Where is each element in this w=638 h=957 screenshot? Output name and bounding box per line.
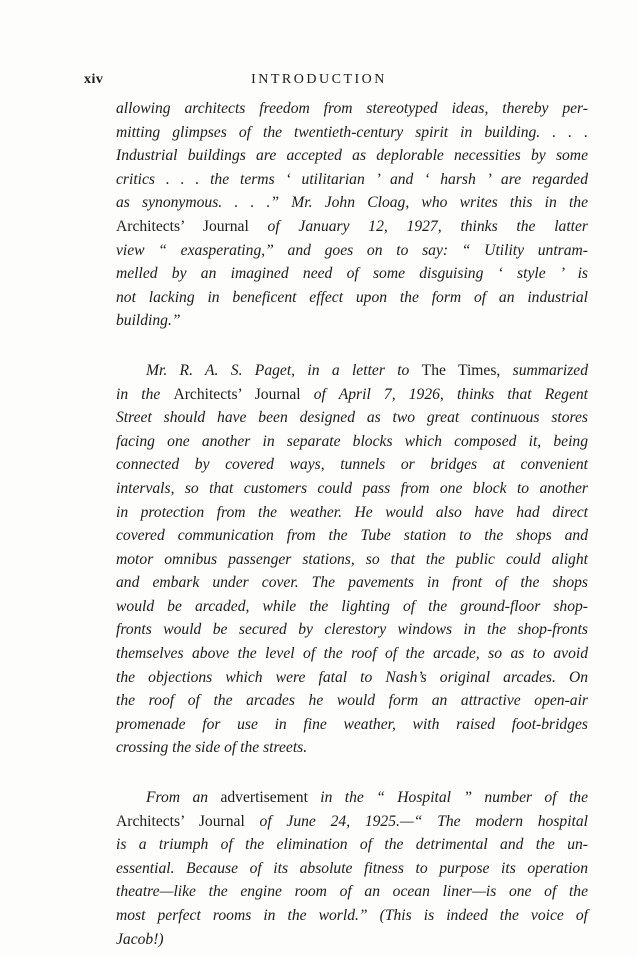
body-text [116, 97, 588, 951]
roman-text: Architects’ Journal [116, 217, 249, 235]
text-line [116, 904, 588, 928]
running-head: INTRODUCTION [251, 72, 387, 87]
text-line [116, 501, 588, 525]
text-line [116, 262, 588, 286]
italic-text: essential. Because of its absolute fitness to purpose its operation [116, 859, 588, 877]
text-line [116, 144, 588, 168]
text-line [116, 524, 588, 548]
roman-text: Architects’ Journal [173, 385, 301, 403]
italic-text: the objections which were fatal to Nash’s original arcades. On [116, 668, 588, 686]
text-line [116, 406, 588, 430]
text-line [116, 359, 588, 383]
text-line [116, 309, 588, 333]
italic-text: intervals, so that customers could pass from one block to another [116, 479, 588, 497]
italic-text: not lacking in beneficent effect upon the form of an industrial [116, 288, 588, 306]
paragraph [116, 786, 588, 951]
italic-text: promenade for use in fine weather, with raised foot-bridges [116, 715, 588, 733]
italic-text: and embark under cover. The pavements in front of the shops [116, 574, 588, 592]
text-line [116, 121, 588, 145]
italic-text: melled by an imagined need of some disguising ‘ style ’ is [116, 265, 588, 283]
text-line [116, 689, 588, 713]
italic-text: is a triumph of the elimination of the detrimental and the un- [116, 836, 588, 854]
italic-text: themselves above the level of the roof of the arcade, so as to avoid [116, 645, 588, 663]
paragraph-gap [116, 333, 588, 359]
italic-text: of January 12, 1927, thinks the latter [248, 217, 588, 235]
italic-text: of April 7, 1926, thinks that Regent [300, 385, 589, 403]
roman-text: advertisement [220, 789, 308, 807]
text-line [116, 713, 588, 737]
italic-text: fronts would be secured by clerestory windows in the shop-fronts [116, 621, 588, 639]
italic-text: Street should have been designed as two great continuous stores [116, 409, 588, 427]
italic-text: theatre—like the engine room of an ocean liner—is one of the [116, 883, 588, 901]
italic-text: Mr. R. A. S. Paget, in a letter to [146, 361, 422, 379]
text-line [116, 383, 588, 407]
text-line [116, 477, 588, 501]
text-line [116, 97, 588, 121]
italic-text: in the [116, 385, 174, 403]
text-line [116, 168, 588, 192]
italic-text: summarized [500, 361, 588, 379]
paragraph-gap [116, 760, 588, 786]
italic-text: view “ exasperating,” and goes on to say: “ Utility untram- [116, 241, 588, 259]
paragraph [116, 97, 588, 333]
text-line [116, 857, 588, 881]
text-line [116, 810, 588, 834]
text-line [116, 215, 588, 239]
text-line [116, 571, 588, 595]
italic-text: facing one another in separate blocks which composed it, being [116, 432, 588, 450]
text-line [116, 191, 588, 215]
italic-text: would be arcaded, while the lighting of the ground-floor shop- [116, 597, 588, 615]
italic-text: connected by covered ways, tunnels or bridges at convenient [116, 456, 588, 474]
italic-text: critics . . . the terms ‘ utilitarian ’ and ‘ harsh ’ are regarded [116, 170, 588, 188]
text-line [116, 880, 588, 904]
text-line [116, 430, 588, 454]
italic-text: the roof of the arcades he would form an attractive open-air [116, 692, 588, 710]
text-line [116, 642, 588, 666]
italic-text: of June 24, 1925.—“ The modern hospital [244, 812, 588, 830]
text-line [116, 595, 588, 619]
italic-text: in the “ Hospital ” number of the [307, 789, 588, 807]
text-line [116, 286, 588, 310]
italic-text: mitting glimpses of the twentieth-century spirit in building. . . . [116, 123, 588, 141]
text-line [116, 618, 588, 642]
text-line [116, 453, 588, 477]
text-line [116, 736, 588, 760]
text-line [116, 548, 588, 572]
italic-text: allowing architects freedom from stereotyped ideas, thereby per- [116, 100, 588, 117]
text-line [116, 786, 588, 810]
italic-text: covered communication from the Tube station to the shops and [116, 527, 588, 545]
italic-text: building.” [116, 312, 181, 330]
paragraph [116, 359, 588, 760]
italic-text: most perfect rooms in the world.” (This is indeed the voice of [116, 907, 588, 924]
italic-text: in protection from the weather. He would also have had direct [116, 503, 588, 521]
page-number: xiv [84, 72, 104, 87]
italic-text: From an [146, 789, 221, 807]
text-line [116, 928, 588, 952]
italic-text: crossing the side of the streets. [116, 739, 308, 757]
italic-text: Jacob!) [116, 930, 164, 948]
italic-text: motor omnibus passenger stations, so that the public could alight [116, 550, 588, 568]
italic-text: as synonymous. . . .” Mr. John Cloag, who writes this in the [116, 194, 588, 212]
text-line [116, 833, 588, 857]
italic-text: Industrial buildings are accepted as deplorable necessities by some [116, 147, 588, 165]
text-line [116, 239, 588, 263]
roman-text: The Times, [421, 361, 501, 379]
roman-text: Architects’ Journal [116, 812, 245, 830]
text-line [116, 666, 588, 690]
